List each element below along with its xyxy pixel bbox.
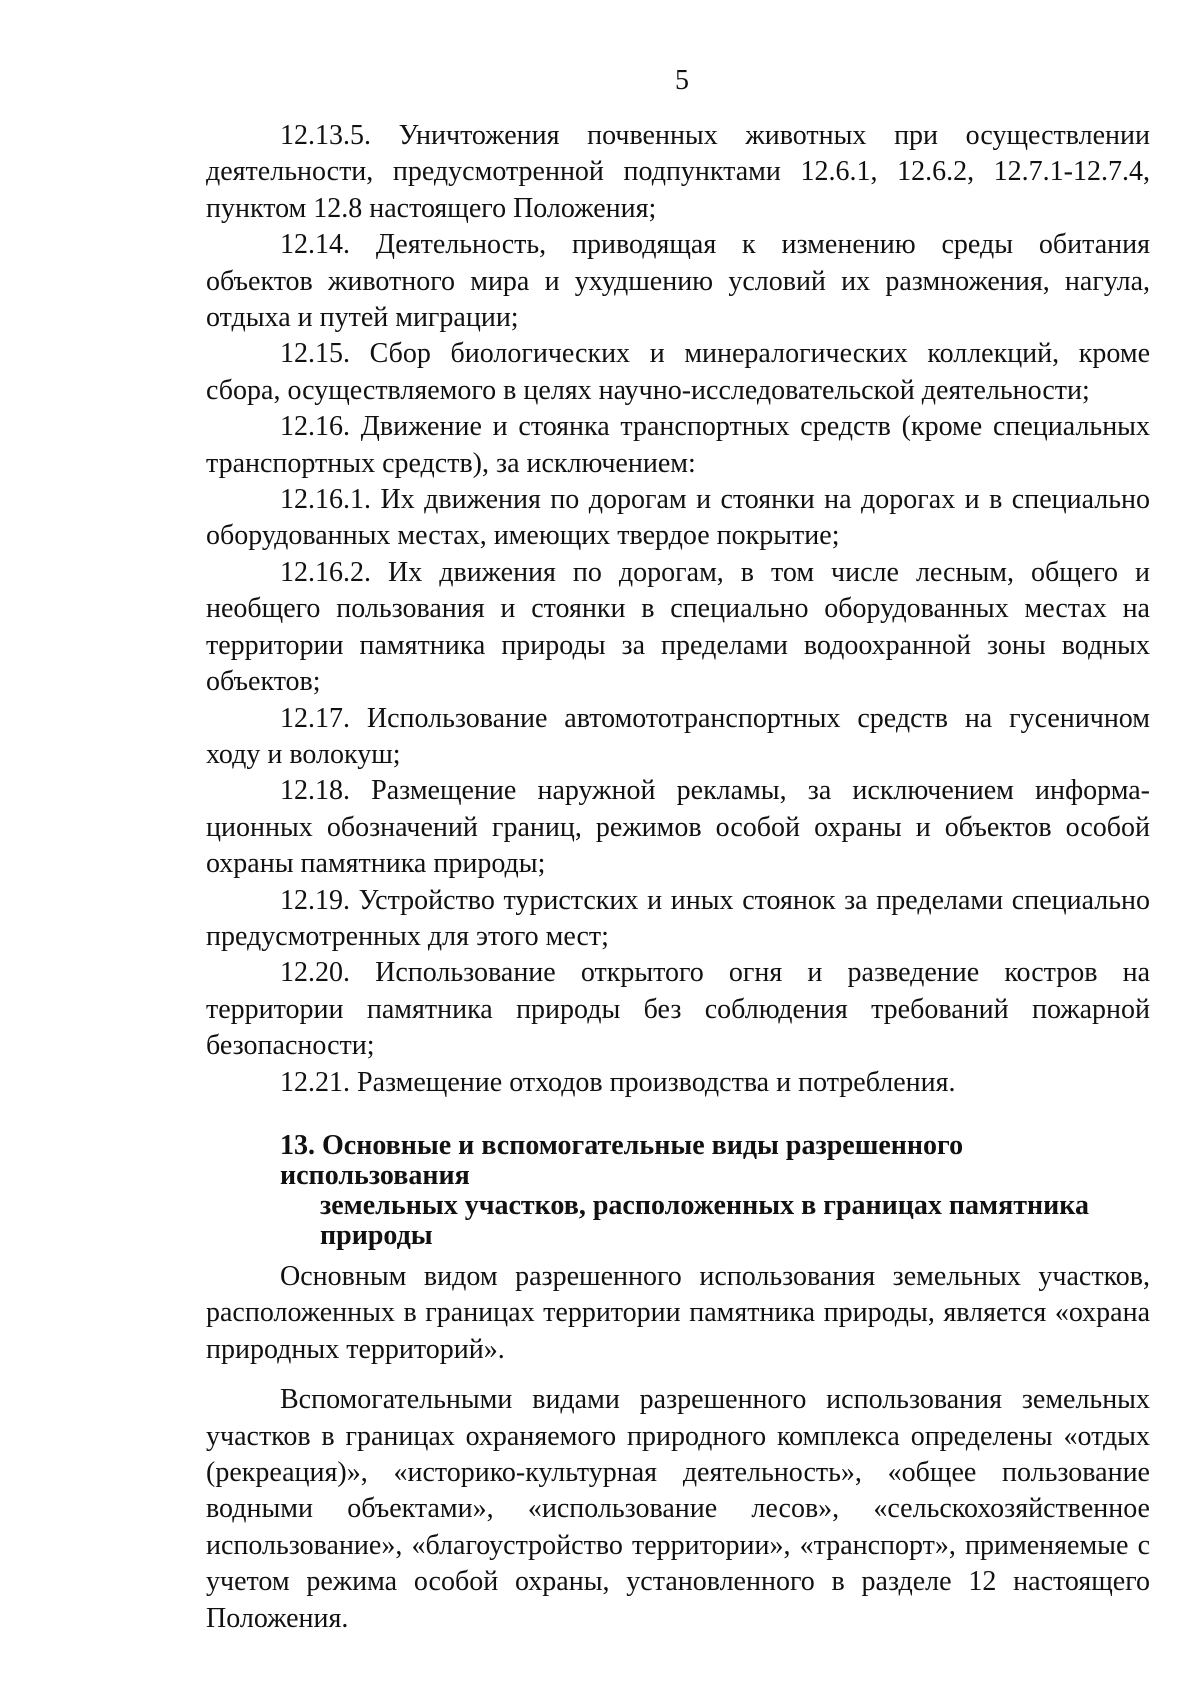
paragraph-12-16-2: 12.16.2. Их движения по дорогам, в том числе лесным, общего и необщего пользования и стоянки в специально оборудованных местах на территории памятника природы за пределами водоохранной зоны водных объектов; bbox=[206, 556, 1150, 698]
paragraph-12-15: 12.15. Сбор биологических и минералогических коллекций, кроме сбора, осуществляемого в целях научно-исследовательской деятельности; bbox=[206, 338, 1150, 406]
paragraph-12-13-5: 12.13.5. Уничтожения почвенных животных при осуществлении деятельности, предусмотренной подпунктами 12.6.1, 12.6.2, 12.7.1-12.7.4, пунктом 12.8 настоящего Положения; bbox=[206, 120, 1150, 224]
section-title-line-1: Основные и вспомогательные виды разрешенного использования bbox=[280, 1129, 964, 1191]
paragraph-12-16: 12.16. Движение и стоянка транспортных средств (кроме специальных транспортных средств), за исключением: bbox=[206, 411, 1150, 479]
paragraph-12-20: 12.20. Использование открытого огня и разведение костров на территории памятника природы без соблюдения требований пожарной безопасности; bbox=[206, 957, 1150, 1062]
paragraph-12-16-1: 12.16.1. Их движения по дорогам и стоянки на дорогах и в специально оборудованных местах, имеющих твердое покрытие; bbox=[206, 484, 1150, 552]
paragraph-12-14: 12.14. Деятельность, приводящая к изменению среды обитания объектов животного мира и ухудшению условий их размножения, нагула, отдыха и путей миграции; bbox=[206, 229, 1150, 334]
paragraph-main-use: Основным видом разрешенного использования земельных участков, расположенных в границах территории памятника природы, является «охрана природных территорий». bbox=[206, 1260, 1150, 1365]
page-number: 5 bbox=[675, 65, 689, 96]
document-body bbox=[206, 118, 1150, 1637]
paragraph-12-19: 12.19. Устройство туристских и иных стоянок за пределами специально предусмотренных для этого мест; bbox=[206, 884, 1150, 952]
paragraph-12-18: 12.18. Размещение наружной рекламы, за исключением информационных обозначений границ, режимов особой охраны и объектов особой охраны памятника природы; bbox=[206, 775, 1150, 880]
section-title-line-2: земельных участков, расположенных в границах памятника bbox=[320, 1189, 1090, 1221]
section-heading-13 bbox=[206, 1131, 1150, 1251]
section-number: 13. bbox=[280, 1129, 315, 1161]
paragraph-auxiliary-use: Вспомогательными видами разрешенного использования земельных участков в границах охраняемого природного комплекса определены «отдых (рекреация)», «историко-культурная деятельность», «общее пользование водными объектами», «использование лесов», «сельскохозяйственное использование», «благоустройство территории», «транспорт», применяемые с учетом режима особой охраны, установленного в разделе 12 настоящего Положения. bbox=[206, 1384, 1150, 1634]
section-title-line-3: природы bbox=[320, 1219, 433, 1251]
paragraph-12-21: 12.21. Размещение отходов производства и потребления. bbox=[280, 1066, 956, 1098]
paragraph-12-17: 12.17. Использование автомототранспортных средств на гусеничном ходу и волокуш; bbox=[206, 702, 1150, 770]
